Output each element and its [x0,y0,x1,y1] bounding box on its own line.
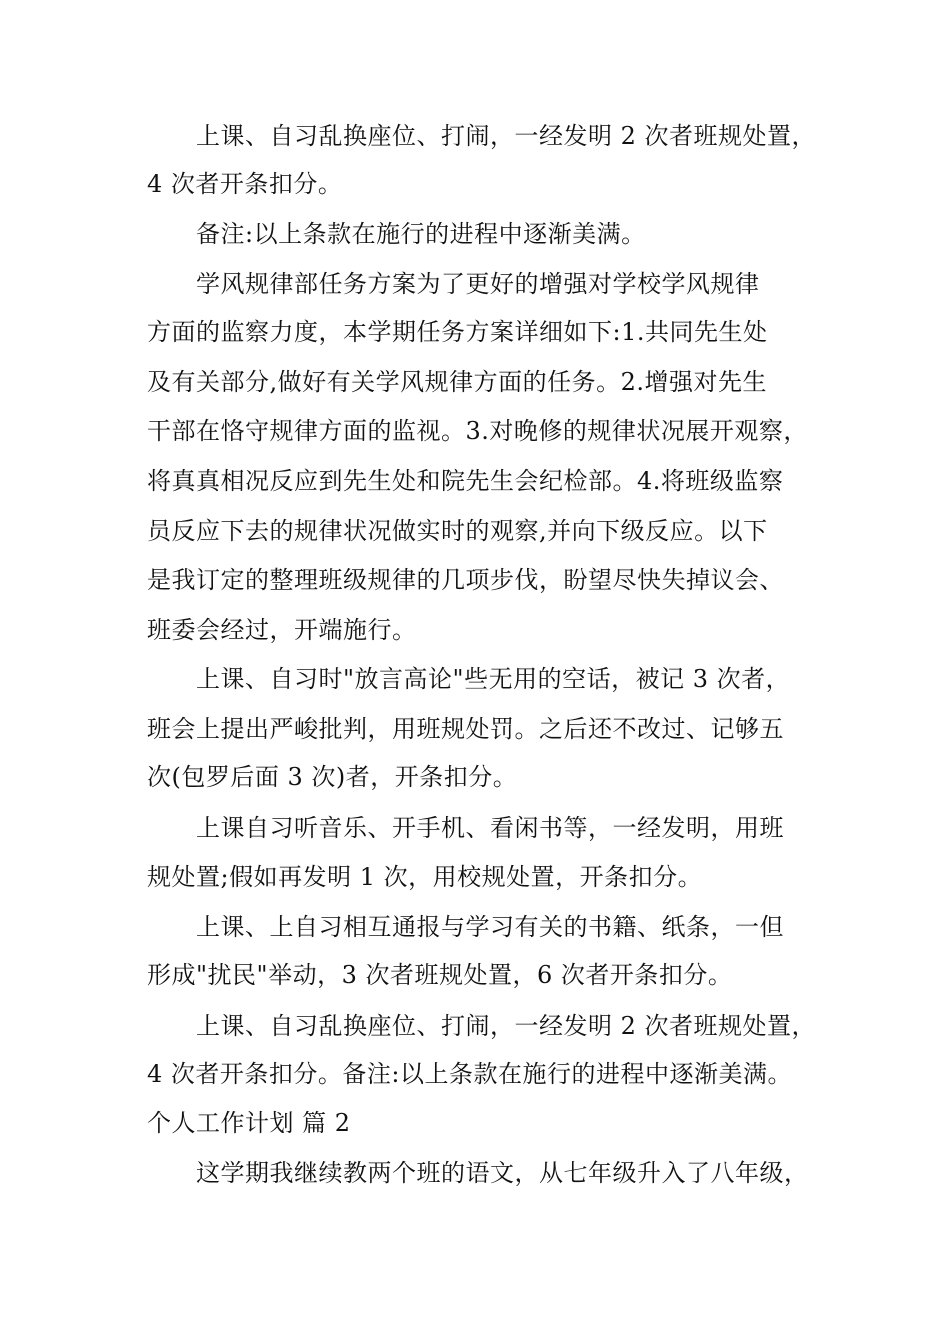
paragraph-line: 形成"扰民"举动，3 次者班规处置，6 次者开条扣分。 [147,961,733,989]
paragraph-line: 将真真相况反应到先生处和院先生会纪检部。4.将班级监察 [147,467,784,495]
paragraph-line: 员反应下去的规律状况做实时的观察,并向下级反应。以下 [147,517,768,545]
paragraph-line: 方面的监察力度，本学期任务方案详细如下:1.共同先生处 [147,318,768,346]
paragraph-line: 是我订定的整理班级规律的几项步伐，盼望尽快失掉议会、 [147,566,784,594]
paragraph-line: 上课、自习时"放言高论"些无用的空话，被记 3 次者， [196,665,791,693]
paragraph-line: 学风规律部任务方案为了更好的增强对学校学风规律 [196,270,760,298]
paragraph-line: 班会上提出严峻批判，用班规处罚。之后还不改过、记够五 [147,715,784,743]
section-heading: 个人工作计划 篇 2 [147,1109,351,1137]
paragraph-line: 4 次者开条扣分。 [147,170,343,198]
paragraph-line: 上课、自习乱换座位、打闹，一经发明 2 次者班规处置， [196,1012,817,1040]
paragraph-line: 上课、自习乱换座位、打闹，一经发明 2 次者班规处置， [196,122,817,150]
paragraph-line: 4 次者开条扣分。备注:以上条款在施行的进程中逐渐美满。 [147,1060,792,1088]
paragraph-line: 干部在恪守规律方面的监视。3.对晚修的规律状况展开观察， [147,417,808,445]
paragraph-line: 上课、上自习相互通报与学习有关的书籍、纸条，一但 [196,913,784,941]
paragraph-line: 次(包罗后面 3 次)者，开条扣分。 [147,763,518,791]
paragraph-line: 上课自习听音乐、开手机、看闲书等，一经发明，用班 [196,814,784,842]
paragraph-line: 及有关部分,做好有关学风规律方面的任务。2.增强对先生 [147,368,768,396]
paragraph-line: 规处置;假如再发明 1 次，用校规处置，开条扣分。 [147,863,703,891]
paragraph-line: 这学期我继续教两个班的语文，从七年级升入了八年级， [196,1159,809,1187]
paragraph-line: 备注:以上条款在施行的进程中逐渐美满。 [196,220,646,248]
paragraph-line: 班委会经过，开端施行。 [147,616,417,644]
